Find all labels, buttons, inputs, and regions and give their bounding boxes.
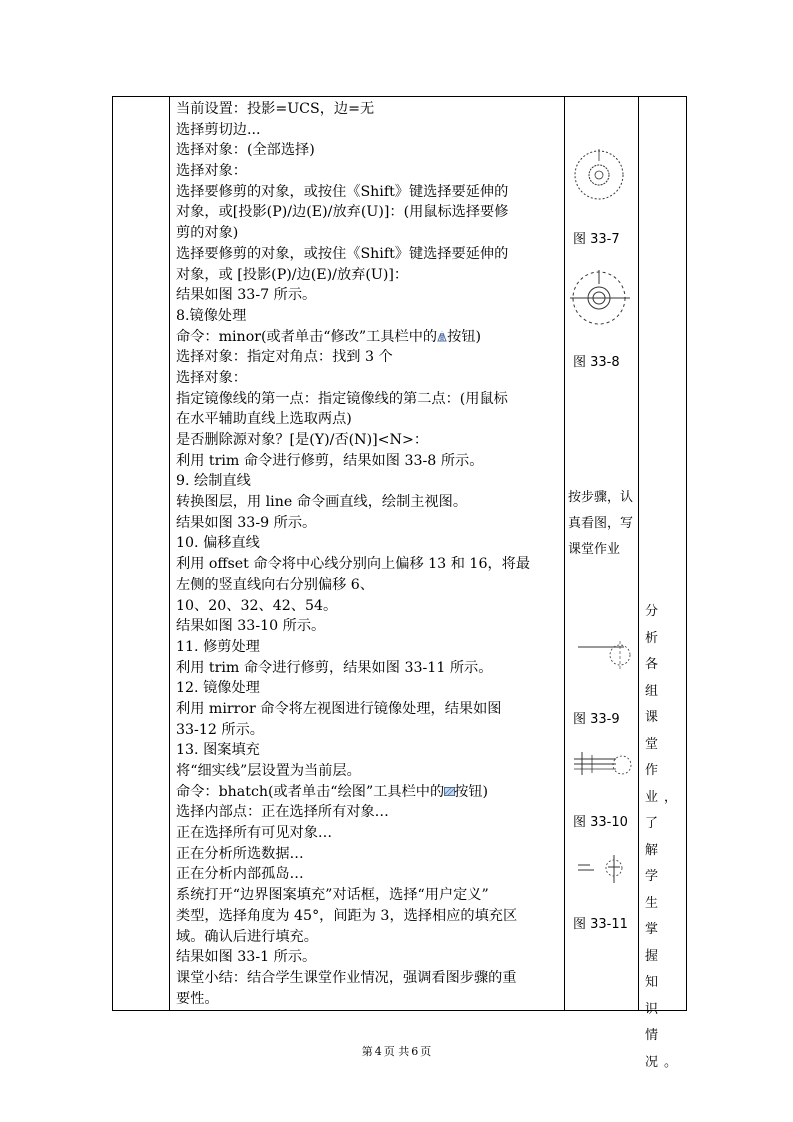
footer-mid: 页 共: [383, 1045, 410, 1058]
text-line: 当前设置：投影=UCS，边=无: [176, 101, 375, 117]
figure-33-9-caption: 图 33-9: [573, 712, 620, 727]
text-line: 选择对象：: [176, 163, 247, 180]
text-line: 结果如图 33-7 所示。: [176, 287, 317, 304]
text-line: 选择对象：指定对角点：找到 3 个: [176, 349, 393, 366]
text-line: 选择对象：: [176, 369, 247, 386]
footer-prefix: 第: [361, 1045, 373, 1058]
figure-33-7-caption: 图 33-7: [573, 232, 620, 247]
text-line: 结果如图 33-10 所示。: [176, 618, 326, 635]
text-line: 选择剪切边...: [176, 121, 261, 138]
text-fragment: 命令：bhatch(或者单击“绘图”工具栏中的: [176, 783, 445, 800]
figure-33-7-drawing: [568, 147, 638, 207]
figure-33-11-drawing: [568, 849, 638, 893]
section-heading: 12. 镜像处理: [176, 680, 260, 697]
procedure-text: [176, 99, 562, 1009]
text-line: 结果如图 33-9 所示。: [176, 514, 317, 531]
section-heading: 8.镜像处理: [176, 307, 247, 324]
hatch-tool-icon: [444, 783, 454, 794]
text-line: 指定镜像线的第一点：指定镜像线的第二点：(用鼠标: [176, 390, 508, 407]
text-line: 利用 trim 命令进行修剪，结果如图 33-8 所示。: [176, 452, 484, 469]
text-line: 正在分析内部孤岛…: [176, 866, 304, 883]
text-line: 选择要修剪的对象，或按住《Shift》键选择要延伸的: [176, 245, 509, 262]
section-heading: 10. 偏移直线: [176, 535, 260, 552]
text-line: 结果如图 33-1 所示。: [176, 949, 317, 966]
section-heading: 13. 图案填充: [176, 742, 260, 759]
text-line: 将“细实线”层设置为当前层。: [176, 763, 361, 779]
section-heading: 9. 绘制直线: [176, 473, 251, 490]
text-line: 课堂小结：结合学生课堂作业情况，强调看图步骤的重: [176, 969, 517, 986]
analysis-note: 分析各组课堂作业，了解学生掌握知识情况。: [645, 604, 684, 1070]
text-fragment: 命令：minor(或者单击“修改”工具栏中的: [176, 328, 438, 345]
text-line: 剪的对象): [176, 225, 239, 242]
text-line: 是否删除源对象？[是(Y)/否(N)]<N>：: [176, 432, 429, 448]
section-heading: 11. 修剪处理: [176, 638, 260, 655]
figure-33-10-drawing: [568, 747, 638, 787]
figure-33-10-caption: 图 33-10: [573, 815, 628, 830]
text-line: [176, 782, 562, 803]
figure-33-8-caption: 图 33-8: [573, 355, 620, 370]
text-line: 要性。: [176, 990, 219, 1007]
text-line: 正在分析所选数据…: [176, 845, 304, 862]
text-line: 域。确认后进行填充。: [176, 928, 318, 945]
text-line: 系统打开“边界图案填充”对话框，选择“用户定义”: [176, 887, 489, 904]
teacher-note: 按步骤，认真看图，写课堂作业: [568, 490, 634, 557]
figure-33-11-caption: 图 33-11: [573, 917, 628, 932]
column-divider: [638, 97, 639, 1010]
page-number: 4: [374, 1045, 382, 1058]
text-line: 对象，或[投影(P)/边(E)/放弃(U)]：(用鼠标选择要修: [176, 204, 509, 221]
column-divider: [169, 97, 170, 1010]
footer-suffix: 页: [420, 1045, 432, 1058]
page-footer: [0, 1043, 793, 1059]
mirror-tool-icon: [437, 328, 447, 339]
text-line: 10、20、32、42、54。: [176, 597, 338, 614]
text-line: 利用 mirror 命令将左视图进行镜像处理，结果如图: [176, 700, 502, 717]
figure-33-9-drawing: [568, 637, 638, 677]
figure-33-8-drawing: [568, 267, 638, 331]
text-line: 利用 offset 命令将中心线分别向上偏移 13 和 16，将最: [176, 556, 531, 573]
total-pages: 6: [411, 1045, 419, 1058]
text-fragment: 按钮): [454, 783, 489, 800]
text-line: 选择对象：(全部选择): [176, 142, 315, 159]
text-line: 转换图层，用 line 命令画直线，绘制主视图。: [176, 494, 468, 511]
text-line: 正在选择所有可见对象…: [176, 825, 333, 842]
text-line: 左侧的竖直线向右分别偏移 6、: [176, 576, 374, 593]
text-line: 类型，选择角度为 45°，间距为 3，选择相应的填充区: [176, 907, 518, 924]
text-line: 选择要修剪的对象，或按住《Shift》键选择要延伸的: [176, 183, 509, 200]
text-line: 在水平辅助直线上选取两点): [176, 411, 352, 428]
text-line: 利用 trim 命令进行修剪，结果如图 33-11 所示。: [176, 659, 493, 676]
text-line: 33-12 所示。: [176, 721, 264, 738]
text-line: 选择内部点：正在选择所有对象…: [176, 804, 389, 821]
text-line: [176, 327, 562, 348]
text-line: 对象，或 [投影(P)/边(E)/放弃(U)]：: [176, 266, 409, 283]
column-divider: [564, 97, 565, 1010]
text-fragment: 按钮): [447, 328, 482, 345]
